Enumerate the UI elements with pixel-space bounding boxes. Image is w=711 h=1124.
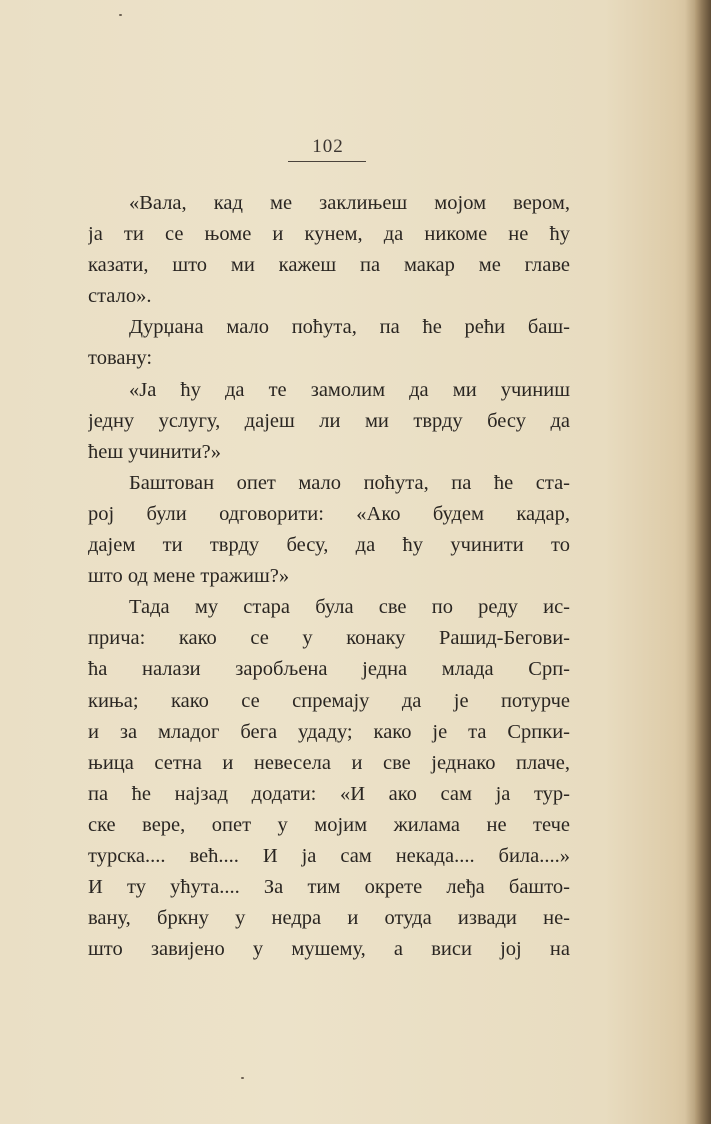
text-line: И ту ућута.... За тим окрете леђа башто- <box>88 876 570 899</box>
text-line: и за младог бега удаду; како је та Српки- <box>88 720 570 743</box>
page-edge-shadow <box>685 0 695 1124</box>
paper-speck <box>241 1077 244 1079</box>
text-line: ја ти се њоме и кунем, да никоме не ћу <box>88 223 570 246</box>
text-line: Баштован опет мало поћута, па ће ста- <box>129 471 570 494</box>
text-line: стало». <box>88 285 152 308</box>
text-line: ћа налази заробљена једна млада Срп- <box>88 658 570 681</box>
text-line: казати, што ми кажеш па макар ме главе <box>88 254 570 277</box>
book-binding-edge <box>695 0 711 1124</box>
text-line: Дурџана мало поћута, па ће рећи баш- <box>129 316 570 339</box>
text-line: вану, бркну у недра и отуда извади не- <box>88 907 570 930</box>
body-text <box>88 188 570 965</box>
page-number: 102 <box>312 136 344 157</box>
paper-speck <box>119 14 122 16</box>
text-line: што завијено у мушему, а виси јој на <box>88 938 570 961</box>
text-line: дајем ти тврду бесу, да ћу учинити то <box>88 534 570 557</box>
text-line: ске вере, опет у мојим жилама не тече <box>88 813 570 836</box>
text-line: што од мене тражиш?» <box>88 565 290 588</box>
text-line: рој були одговорити: «Ако будем кадар, <box>88 502 570 525</box>
text-line: «Вала, кад ме заклињеш мојом вером, <box>129 192 570 214</box>
page-number-rule <box>288 161 366 162</box>
text-line: киња; како се спремају да је потурче <box>88 689 570 712</box>
text-line: «Ја ћу да те замолим да ми учиниш <box>129 378 570 401</box>
text-line: турска.... већ.... И ја сам некада.... била....» <box>88 844 570 867</box>
text-line: ћеш учинити?» <box>88 440 222 463</box>
text-line: прича: како се у конаку Рашид-Бегови- <box>88 627 570 650</box>
text-line: товану: <box>88 347 153 370</box>
text-line: њица сетна и невесела и све једнако плаче, <box>88 751 570 774</box>
text-line: једну услугу, дајеш ли ми тврду бесу да <box>88 409 570 432</box>
text-line: Тада му стара була све по реду ис- <box>129 596 570 619</box>
text-line: па ће најзад додати: «И ако сам ја тур- <box>88 782 570 805</box>
